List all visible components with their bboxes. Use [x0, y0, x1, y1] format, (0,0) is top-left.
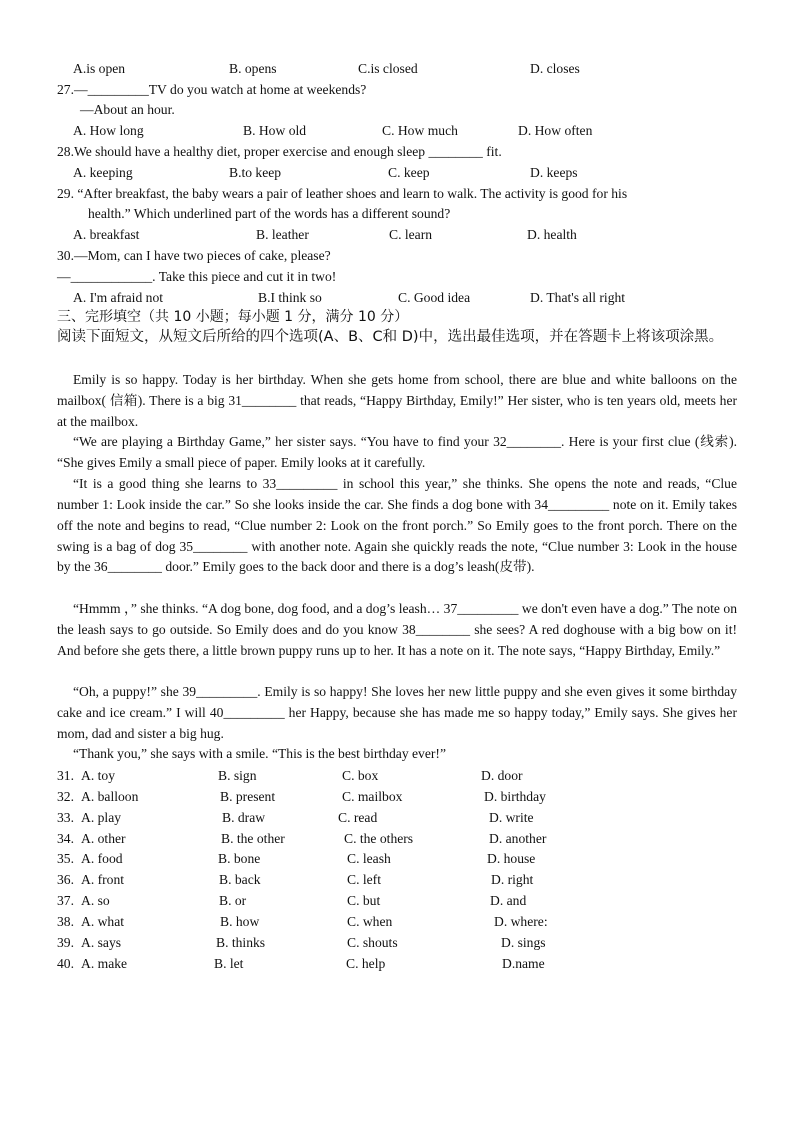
option-a: A. food — [81, 851, 123, 867]
option-c: C. when — [347, 913, 393, 929]
option-a: A. I'm afraid not — [73, 290, 164, 305]
option-b: B. sign — [218, 768, 257, 783]
option-b: B. let — [214, 955, 244, 971]
option-c: C. help — [346, 955, 386, 971]
option-c: C. read — [338, 809, 378, 825]
option-a: A. breakfast — [73, 227, 140, 242]
option-d: D. How often — [518, 123, 593, 138]
option-d: D. door — [481, 768, 523, 783]
option-b: B. the other — [221, 830, 285, 846]
option-c: C. the others — [344, 830, 414, 846]
option-a: A.is open — [73, 61, 126, 76]
option-a: A. How long — [73, 123, 144, 138]
option-d: D. sings — [501, 934, 546, 950]
option-c: C.is closed — [358, 61, 418, 76]
option-c: C. mailbox — [342, 788, 403, 804]
option-b: B. leather — [256, 227, 309, 242]
option-c: C. Good idea — [398, 290, 471, 305]
q30-answer: —____________. Take this piece and cut it in two! — [57, 269, 337, 284]
question-number: 32. — [57, 788, 74, 804]
option-c: C. learn — [389, 227, 433, 242]
option-d: D. where: — [494, 913, 548, 929]
question-number: 38. — [57, 913, 74, 929]
passage-paragraph: “It is a good thing she learns to 33_________ in school this year,” she thinks. She opens the note and reads, “Clue number 1: Look inside the car.” So she looks inside the car. She finds a dog bone with 34_________ note on it. Emily takes off the note and begins to read, “Clue number 2: Look on the front porch.” So Emily goes to the front porch. There on the swing is a bag of dog 35________ with another note. Again she quickly reads the note, “Clue number 3: Look in the house by the 36________ door.” Emily goes to the back door and there is a dog’s leash(皮带). — [57, 476, 737, 575]
question-number: 40. — [57, 955, 74, 971]
question-number: 33. — [57, 809, 74, 825]
passage-paragraph: “Hmmm ，” she thinks. “A dog bone, dog food, and a dog’s leash… 37_________ we don't even have a dog.” The note on the leash says to go outside. So Emily does and do you know 38________ she sees? A red doghouse with a big bow on it! And before she gets there, a little brown puppy runs up to her. It has a note on it. The note says, “Happy Birthday, Emily.” — [57, 601, 737, 658]
option-c: C. box — [342, 768, 379, 783]
question-number: 39. — [57, 934, 74, 950]
option-a: A. so — [81, 893, 110, 909]
option-a: A. what — [81, 913, 125, 929]
option-c: C. but — [347, 893, 381, 909]
option-a: A. front — [81, 872, 125, 888]
option-b: B. draw — [222, 809, 266, 825]
option-a: A. other — [81, 830, 126, 846]
q27-stem: 27.—_________TV do you watch at home at weekends? — [57, 82, 367, 97]
option-c: C. shouts — [347, 934, 398, 950]
option-a: A. keeping — [73, 165, 133, 180]
option-b: B. thinks — [216, 934, 266, 950]
option-d: D. health — [527, 227, 577, 242]
option-b: B.I think so — [258, 290, 322, 305]
option-b: B. or — [219, 893, 247, 909]
passage-paragraph: “We are playing a Birthday Game,” her sister says. “You have to find your 32________. Here is your first clue (线索). “She gives Emily a small piece of paper. Emily looks at it carefully. — [57, 434, 737, 470]
q30-stem: 30.—Mom, can I have two pieces of cake, please? — [57, 248, 331, 263]
option-c: C. left — [347, 872, 381, 888]
option-d: D. house — [487, 851, 536, 867]
passage-paragraph: “Thank you,” she says with a smile. “This is the best birthday ever!” — [73, 746, 446, 761]
option-d: D. That's all right — [530, 290, 626, 305]
option-a: A. says — [81, 934, 122, 950]
q29-stem-2: health.” Which underlined part of the words has a different sound? — [88, 206, 451, 221]
q27-answer: —About an hour. — [80, 102, 175, 117]
option-a: A. toy — [81, 768, 115, 783]
q28-stem: 28.We should have a healthy diet, proper exercise and enough sleep ________ fit. — [57, 144, 502, 159]
question-number: 34. — [57, 830, 74, 846]
option-d: D. and — [490, 893, 527, 909]
question-number: 31. — [57, 768, 74, 783]
question-number: 37. — [57, 893, 74, 909]
q29-stem-1: 29. “After breakfast, the baby wears a pair of leather shoes and learn to walk. The activity is good for his — [57, 186, 628, 201]
option-c: C. leash — [347, 851, 391, 867]
passage-paragraph: “Oh, a puppy!” she 39_________. Emily is so happy! She loves her new little puppy and she even gives it some birthday cake and ice cream.” I will 40_________ her Happy, because she has made me so happy today,” Emily says. She gives her mom, dad and sister a big hug. — [57, 684, 737, 741]
option-b: B. opens — [229, 61, 277, 76]
option-c: C. keep — [388, 165, 430, 180]
option-b: B. present — [220, 788, 276, 804]
question-number: 36. — [57, 872, 74, 888]
option-a: A. make — [81, 955, 128, 971]
passage-paragraph: Emily is so happy. Today is her birthday. When she gets home from school, there are blue and white balloons on the mailbox( 信箱). There is a big 31________ that reads, “Happy Birthday, Emily!” Her sister, who is ten years old, meets her at the mailbox. — [57, 372, 737, 429]
option-d: D. closes — [530, 61, 580, 76]
option-b: B. how — [220, 913, 260, 929]
option-d: D. birthday — [484, 788, 546, 804]
section-instruction: 阅读下面短文，从短文后所给的四个选项(A、B、C和 D)中，选出最佳选项，并在答题卡上将该项涂黑。 — [57, 329, 724, 345]
option-a: A. play — [81, 809, 122, 825]
option-b: B. How old — [243, 123, 307, 138]
section-heading: 三、完形填空（共 10 小题；每小题 1 分，满分 10 分） — [57, 309, 409, 325]
option-b: B. bone — [218, 851, 261, 867]
option-a: A. balloon — [81, 788, 139, 804]
option-d: D.name — [502, 955, 545, 971]
option-d: D. another — [489, 830, 547, 846]
question-number: 35. — [57, 851, 74, 867]
option-d: D. right — [491, 872, 534, 888]
option-b: B.to keep — [229, 165, 282, 180]
option-c: C. How much — [382, 123, 458, 138]
option-b: B. back — [219, 872, 261, 888]
option-d: D. keeps — [530, 165, 578, 180]
option-d: D. write — [489, 809, 534, 825]
